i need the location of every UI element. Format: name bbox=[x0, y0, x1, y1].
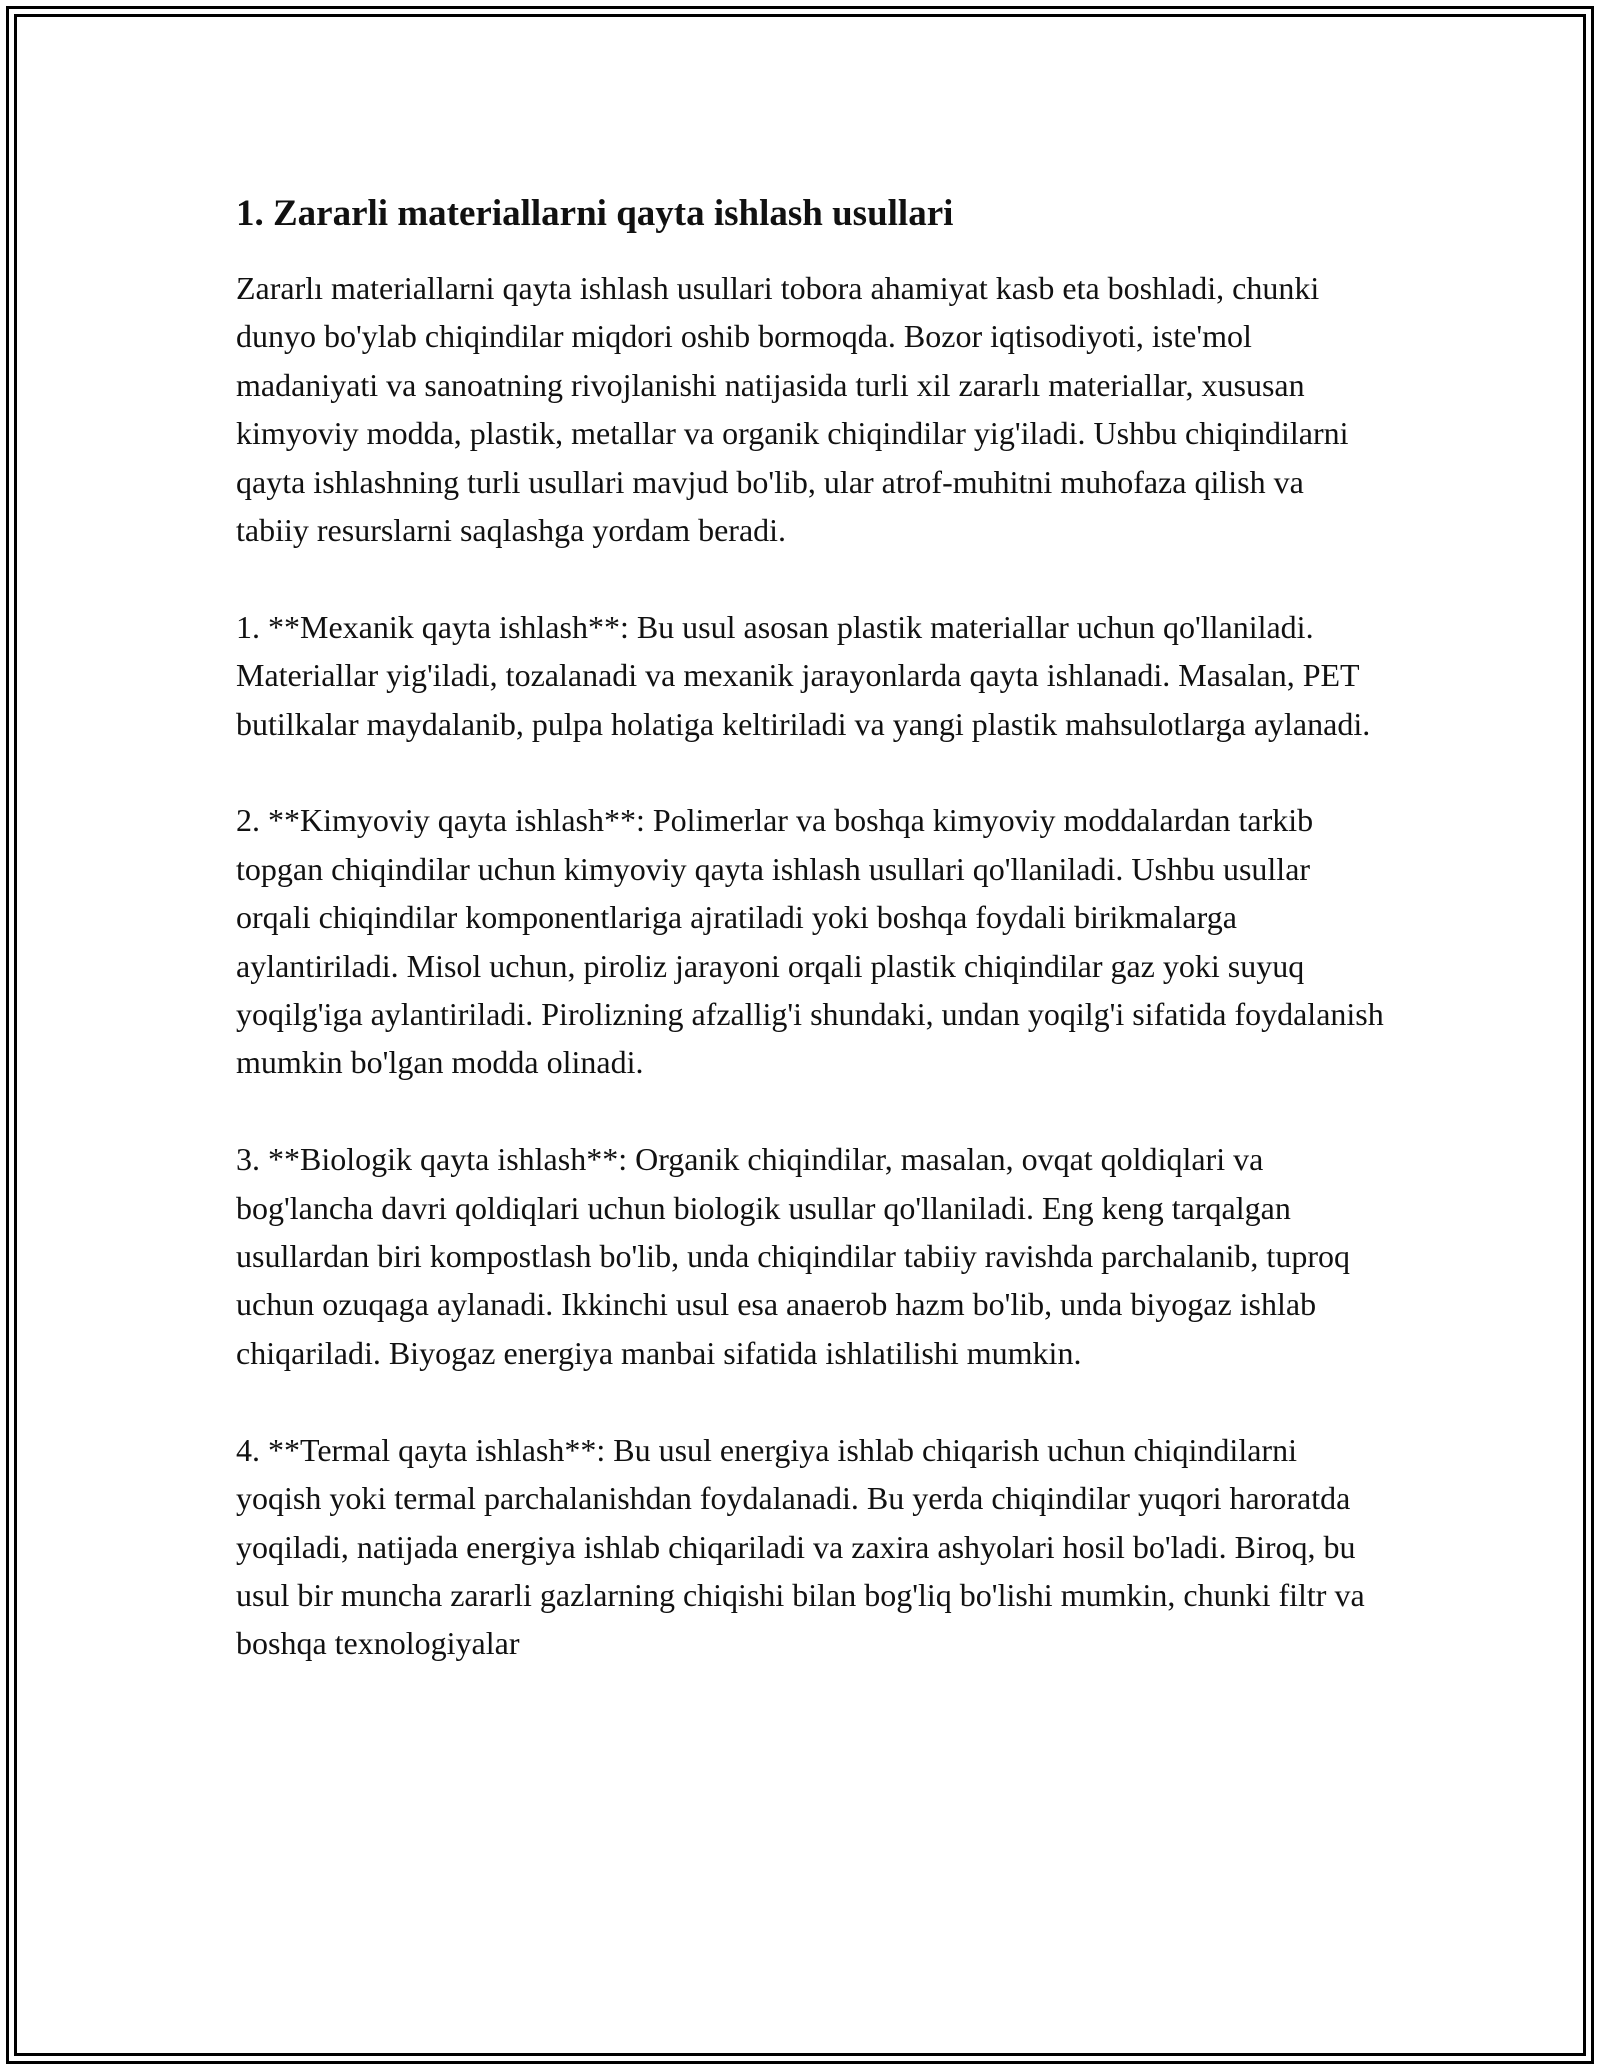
document-title: 1. Zararli materiallarni qayta ishlash usullari bbox=[236, 193, 954, 234]
paragraph-biological-recycling: 3. **Biologik qayta ishlash**: Organik chiqindilar, masalan, ovqat qoldiqlari va bog'lancha davri qoldiqlari uchun biologik usullar qo'llaniladi. Eng keng tarqalgan usullardan biri kompostlash bo'lib, unda chiqindilar tabiiy ravishda parchalanib, tuproq uchun ozuqaga aylanadi. Ikkinchi usul esa anaerob hazm bo'lib, unda biyogaz ishlab chiqariladi. Biyogaz energiya manbai sifatida ishlatilishi mumkin. bbox=[236, 1141, 1350, 1371]
intro-paragraph: Zararlı materiallarni qayta ishlash usullari tobora ahamiyat kasb eta boshladi, chunki dunyo bo'ylab chiqindilar miqdori oshib bormoqda. Bozor iqtisodiyoti, iste'mol madaniyati va sanoatning rivojlanishi natijasida turli xil zararlı materiallar, xususan kimyoviy modda, plastik, metallar va organik chiqindilar yig'iladi. Ushbu chiqindilarni qayta ishlashning turli usullari mavjud bo'lib, ular atrof-muhitni muhofaza qilish va tabiiy resurslarni saqlashga yordam beradi. bbox=[236, 270, 1349, 549]
paragraph-mechanical-recycling: 1. **Mexanik qayta ishlash**: Bu usul asosan plastik materiallar uchun qo'llaniladi. Materiallar yig'iladi, tozalanadi va mexanik jarayonlarda qayta ishlanadi. Masalan, PET butilkalar maydalanib, pulpa holatiga keltiriladi va yangi plastik mahsulotlarga aylanadi. bbox=[236, 608, 1371, 742]
paragraph-chemical-recycling: 2. **Kimyoviy qayta ishlash**: Polimerlar va boshqa kimyoviy moddalardan tarkib topgan chiqindilar uchun kimyoviy qayta ishlash usullari qo'llaniladi. Ushbu usullar orqali chiqindilar komponentlariga ajratiladi yoki boshqa foydali birikmalarga aylantiriladi. Misol uchun, piroliz jarayoni orqali plastik chiqindilar gaz yoki suyuq yoqilg'iga aylantiriladi. Pirolizning afzallig'i shundaki, undan yoqilg'i sifatida foydalanish mumkin bo'lgan modda olinadi. bbox=[236, 802, 1384, 1081]
paragraph-thermal-recycling: 4. **Termal qayta ishlash**: Bu usul energiya ishlab chiqarish uchun chiqindilarni yoqish yoki termal parchalanishdan foydalanadi. Bu yerda chiqindilar yuqori haroratda yoqiladi, natijada energiya ishlab chiqariladi va zaxira ashyolari hosil bo'ladi. Biroq, bu usul bir muncha zararli gazlarning chiqishi bilan bog'liq bo'lishi mumkin, chunki filtr va boshqa texnologiyalar bbox=[236, 1431, 1365, 1662]
document-body bbox=[236, 188, 1384, 1668]
